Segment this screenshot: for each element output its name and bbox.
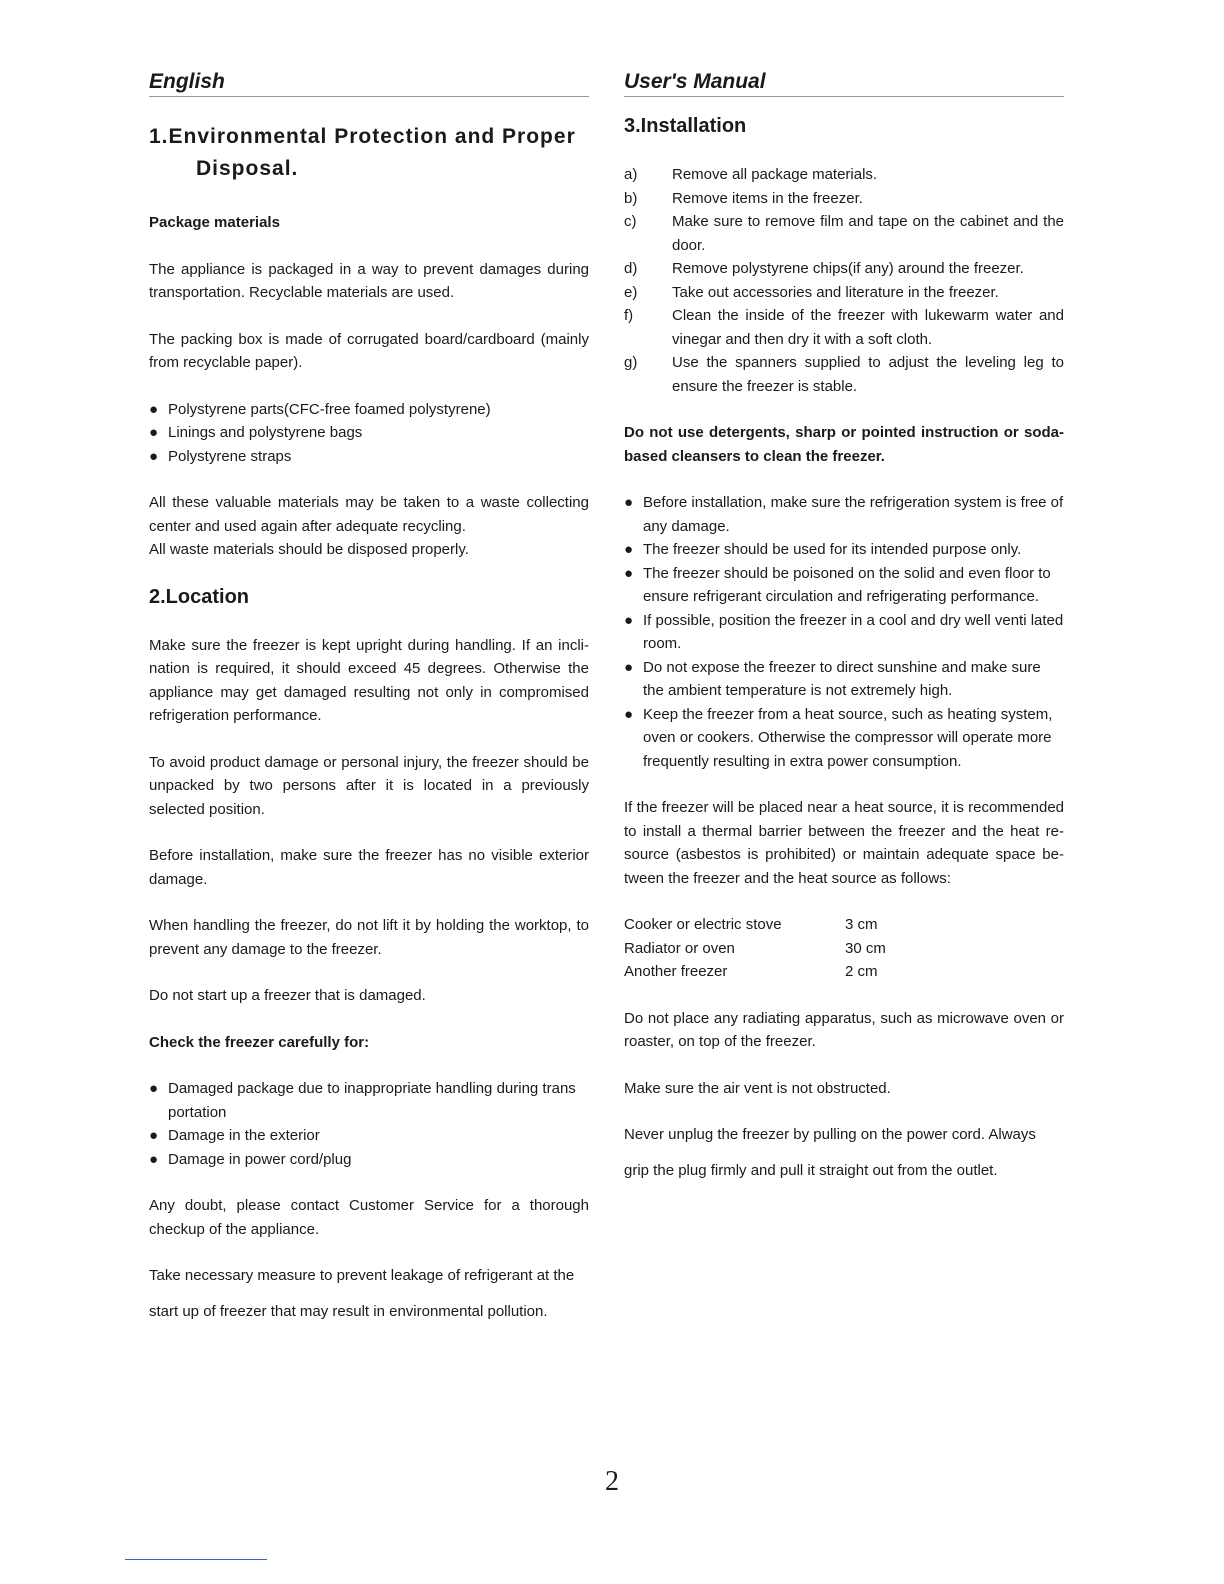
list-item: ● Polystyrene straps: [149, 445, 589, 469]
list-item: g) Use the spanners supplied to adjust the leveling leg to ensure the freezer is stable.: [624, 354, 1064, 395]
bullet-icon: ●: [149, 424, 159, 441]
section-1-title-line2: Disposal.: [196, 157, 299, 180]
list-item: ● Do not expose the freezer to direct sunshine and make sure the ambient temperature is not extremely high.: [624, 656, 1064, 703]
paragraph-upright: Make sure the freezer is kept upright during handling. If an incli-nation is required, it should exceed 45 degrees. Otherwise the appliance may get damaged resulting not only in compromised refrigeration performance.: [149, 636, 589, 724]
paragraph-packing-box: The packing box is made of corrugated board/cardboard (mainly from recyclable paper).: [149, 330, 589, 371]
paragraph-unplug-line1: Never unplug the freezer by pulling on the power cord. Always: [624, 1126, 1036, 1143]
section-3-title: 3.Installation: [624, 115, 747, 137]
detergent-warning: Do not use detergents, sharp or pointed instruction or soda-based cleansers to clean the freezer.: [624, 424, 1064, 465]
distance-table: [624, 913, 886, 984]
paragraph-leakage-line2: start up of freezer that may result in environmental pollution.: [149, 1302, 548, 1320]
list-item: ● Linings and polystyrene bags: [149, 421, 589, 445]
bullet-icon: ●: [624, 541, 634, 558]
paragraph-recycling: All these valuable materials may be taken to a waste collecting center and used again after adequate recycling.: [149, 494, 589, 535]
paragraph-radiating: Do not place any radiating apparatus, such as microwave oven or roaster, on top of the freezer.: [624, 1009, 1064, 1050]
running-header-manual: User's Manual: [624, 70, 1064, 97]
check-list: [149, 1077, 589, 1171]
list-item: ● Polystyrene parts(CFC-free foamed polystyrene): [149, 398, 589, 422]
list-item: d) Remove polystyrene chips(if any) around the freezer.: [624, 260, 1024, 277]
list-item: a) Remove all package materials.: [624, 166, 878, 183]
materials-list: [149, 398, 589, 469]
list-item: e) Take out accessories and literature in the freezer.: [624, 283, 999, 301]
table-row: Cooker or electric stove 3 cm: [624, 916, 878, 933]
list-item: ● The freezer should be poisoned on the solid and even floor to ensure refrigerant circulation and refrigerating performance.: [624, 562, 1064, 609]
bullet-icon: ●: [624, 658, 634, 676]
paragraph-air-vent: Make sure the air vent is not obstructed.: [624, 1079, 891, 1097]
list-item: c) Make sure to remove film and tape on the cabinet and the door.: [624, 213, 1064, 254]
list-item: ● Damage in the exterior: [149, 1124, 589, 1148]
table-row: Radiator or oven 30 cm: [624, 939, 886, 957]
section-2-title: 2.Location: [149, 585, 250, 608]
paragraph-unplug-line2: grip the plug firmly and pull it straight out from the outlet.: [624, 1161, 998, 1179]
bullet-icon: ●: [624, 494, 634, 511]
paragraph-unpacking: To avoid product damage or personal injury, the freezer should be unpacked by two persons after it is located in a previously selected position.: [149, 753, 589, 818]
left-column: [149, 70, 589, 1323]
running-header-language: English: [149, 70, 589, 97]
paragraph-disposal: All waste materials should be disposed properly.: [149, 541, 469, 558]
paragraph-packaging: The appliance is packaged in a way to prevent damages during transportation. Recyclable materials are used.: [149, 260, 589, 301]
list-item: ● Damage in power cord/plug: [149, 1148, 589, 1172]
bullet-icon: ●: [624, 705, 634, 723]
list-item: b) Remove items in the freezer.: [624, 189, 863, 207]
table-row: Another freezer 2 cm: [624, 963, 878, 980]
paragraph-damaged: Do not start up a freezer that is damaged.: [149, 987, 426, 1004]
paragraph-customer-service: Any doubt, please contact Customer Service for a thorough checkup of the appliance.: [149, 1197, 589, 1238]
list-item: ● The freezer should be used for its intended purpose only.: [624, 538, 1064, 562]
list-item: ● Before installation, make sure the refrigeration system is free of any damage.: [624, 491, 1064, 538]
bullet-icon: ●: [149, 447, 159, 465]
package-materials-heading: Package materials: [149, 214, 280, 231]
placement-list: [624, 491, 1064, 773]
list-item: f) Clean the inside of the freezer with lukewarm water and vinegar and then dry it with a soft cloth.: [624, 307, 1064, 348]
footnote-rule: [125, 1559, 267, 1560]
bullet-icon: ●: [624, 611, 634, 629]
list-item: ● Keep the freezer from a heat source, such as heating system, oven or cookers. Otherwise the compressor will operate more frequently resulting in extra power consumption.: [624, 703, 1064, 774]
section-1-title: [149, 121, 589, 185]
bullet-icon: ●: [149, 1080, 159, 1097]
list-item: ● If possible, position the freezer in a cool and dry well venti lated room.: [624, 609, 1064, 656]
bullet-icon: ●: [149, 400, 159, 418]
paragraph-heat-source: If the freezer will be placed near a heat source, it is recommended to install a thermal barrier between the freezer and the heat re-source (asbestos is prohibited) or maintain adequate space be-tween the freezer and the heat source as follows:: [624, 799, 1064, 887]
paragraph-exterior-damage: Before installation, make sure the freezer has no visible exterior damage.: [149, 847, 589, 888]
installation-steps: [624, 163, 1064, 398]
paragraph-handling: When handling the freezer, do not lift it by holding the worktop, to prevent any damage to the freezer.: [149, 917, 589, 958]
bullet-icon: ●: [149, 1127, 159, 1144]
page-number: 2: [605, 1466, 619, 1497]
section-1-title-line1: 1.Environmental Protection and Proper: [149, 125, 576, 148]
check-heading: Check the freezer carefully for:: [149, 1033, 370, 1051]
right-column: [624, 70, 1064, 1182]
bullet-icon: ●: [149, 1150, 159, 1168]
list-item: ● Damaged package due to inappropriate handling during trans portation: [149, 1077, 589, 1124]
bullet-icon: ●: [624, 564, 634, 582]
paragraph-leakage-line1: Take necessary measure to prevent leakage of refrigerant at the: [149, 1267, 575, 1284]
